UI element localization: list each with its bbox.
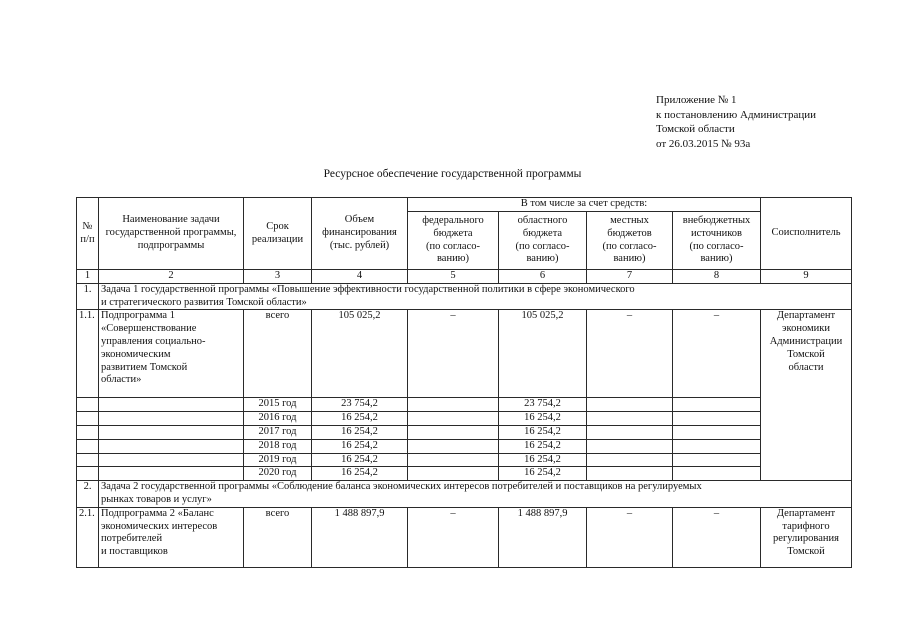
local-cell: – [587, 507, 673, 567]
regional-cell: 16 254,2 [499, 425, 587, 439]
header-local: местных бюджетов (по согласо- ванию) [587, 212, 673, 270]
term-cell: всего [244, 507, 312, 567]
subprogram-name: Подпрограмма 2 «Баланс экономических интересов потребителей и поставщиков [99, 507, 244, 567]
appendix-line: от 26.03.2015 № 93а [656, 137, 751, 150]
extrabudget-cell: – [673, 507, 761, 567]
subprogram-number: 1.1. [77, 310, 99, 398]
appendix-line: Приложение № 1 [656, 94, 737, 106]
subprogram-row [77, 310, 852, 398]
year-cell: 2019 год [244, 453, 312, 467]
year-row [77, 453, 852, 467]
task-row [77, 283, 852, 310]
document-title: Ресурсное обеспечение государственной программы [323, 168, 582, 180]
column-number: 6 [499, 270, 587, 284]
year-cell: 2018 год [244, 439, 312, 453]
column-number: 4 [312, 270, 408, 284]
volume-cell: 1 488 897,9 [312, 507, 408, 567]
coexecutor-cell: Департамент тарифного регулирования Томской [761, 507, 852, 567]
task-row [77, 481, 852, 508]
appendix-block [656, 93, 816, 151]
header-federal: федерального бюджета (по согласо- ванию) [408, 212, 499, 270]
regional-cell: 23 754,2 [499, 398, 587, 412]
year-cell: 2020 год [244, 467, 312, 481]
column-number: 1 [77, 270, 99, 284]
year-cell: 2017 год [244, 425, 312, 439]
task-description: Задача 1 государственной программы «Повышение эффективности государственной политики в сфере экономического и стратегического развития Томской области» [99, 283, 852, 310]
column-number: 7 [587, 270, 673, 284]
subprogram-number: 2.1. [77, 507, 99, 567]
column-number: 9 [761, 270, 852, 284]
appendix-line: к постановлению Администрации [656, 108, 817, 121]
regional-cell: 16 254,2 [499, 439, 587, 453]
volume-cell: 16 254,2 [312, 412, 408, 426]
header-volume: Объем финансирования (тыс. рублей) [312, 198, 408, 270]
resource-table [76, 197, 852, 568]
subprogram-row [77, 507, 852, 567]
header-extrabudget: внебюджетных источников (по согласо- ванию) [673, 212, 761, 270]
subprogram-name: Подпрограмма 1 «Совершенствование управления социально- экономическим развитием Томской области» [99, 310, 244, 398]
task-number: 1. [77, 283, 99, 310]
year-cell: 2015 год [244, 398, 312, 412]
column-number: 3 [244, 270, 312, 284]
regional-cell: 105 025,2 [499, 310, 587, 398]
column-number: 5 [408, 270, 499, 284]
regional-cell: 1 488 897,9 [499, 507, 587, 567]
column-number: 2 [99, 270, 244, 284]
header-group: В том числе за счет средств: [408, 198, 761, 212]
year-cell: 2016 год [244, 412, 312, 426]
column-number-row [77, 270, 852, 284]
year-row [77, 425, 852, 439]
appendix-line: Томской области [656, 123, 735, 135]
header-name: Наименование задачи государственной программы, подпрограммы [99, 198, 244, 270]
local-cell: – [587, 310, 673, 398]
federal-cell: – [408, 507, 499, 567]
year-row [77, 398, 852, 412]
volume-cell: 16 254,2 [312, 453, 408, 467]
year-row [77, 412, 852, 426]
regional-cell: 16 254,2 [499, 467, 587, 481]
task-number: 2. [77, 481, 99, 508]
regional-cell: 16 254,2 [499, 453, 587, 467]
year-row [77, 467, 852, 481]
extrabudget-cell: – [673, 310, 761, 398]
task-description: Задача 2 государственной программы «Соблюдение баланса экономических интересов потребителей и поставщиков на регулируемых рынках товаров и услуг» [99, 481, 852, 508]
coexecutor-cell: Департамент экономики Администрации Томской области [761, 310, 852, 481]
header-num: № п/п [77, 198, 99, 270]
year-row [77, 439, 852, 453]
header-term: Срок реализации [244, 198, 312, 270]
term-cell: всего [244, 310, 312, 398]
volume-cell: 105 025,2 [312, 310, 408, 398]
header-regional: областного бюджета (по согласо- ванию) [499, 212, 587, 270]
volume-cell: 16 254,2 [312, 467, 408, 481]
header-row [77, 198, 852, 212]
header-coexecutor: Соисполнитель [761, 198, 852, 270]
volume-cell: 16 254,2 [312, 425, 408, 439]
volume-cell: 16 254,2 [312, 439, 408, 453]
volume-cell: 23 754,2 [312, 398, 408, 412]
federal-cell: – [408, 310, 499, 398]
column-number: 8 [673, 270, 761, 284]
regional-cell: 16 254,2 [499, 412, 587, 426]
